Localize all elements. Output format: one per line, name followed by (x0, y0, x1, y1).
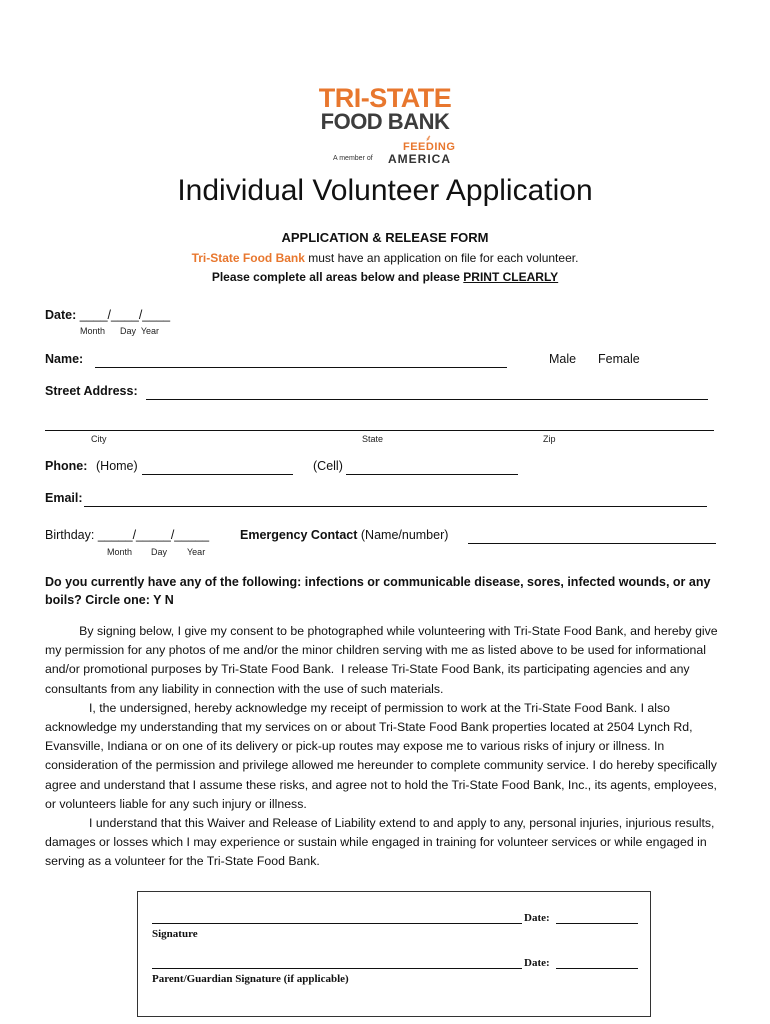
phone-cell-input-line[interactable] (346, 474, 518, 475)
zip-hint: Zip (543, 434, 556, 444)
parent-date-input-line[interactable] (556, 968, 638, 969)
waiver-paragraph: I understand that this Waiver and Release of Liability extend to and apply to any, personal injuries, injurious results, damages or losses which I may experience or sustain while engaged in training for volunteer services or while engaged in serving as a volunteer for the Tri-State Food Bank. (45, 816, 715, 869)
city-state-zip-input-line[interactable] (45, 430, 714, 431)
form-subtitle: APPLICATION & RELEASE FORM (281, 230, 489, 245)
date-field[interactable] (45, 308, 170, 322)
birthday-label: Birthday: (45, 528, 95, 542)
signature-date-label: Date: (524, 912, 550, 924)
phone-home-input-line[interactable] (142, 474, 293, 475)
emergency-contact-hint: (Name/number) (360, 528, 449, 542)
phone-cell-label: (Cell) (313, 459, 343, 473)
notice-org: Tri-State Food Bank (191, 251, 305, 265)
street-address-label: Street Address: (45, 384, 138, 398)
state-hint: State (362, 434, 384, 444)
photo-consent-paragraph: By signing below, I give my consent to be photographed while volunteering with Tri-State Food Bank, and hereby give my permission for any photos of me and/or the minor children serving with me as listed above to be used for informational and/or promotional purposes by Tri-State Food Bank. I release Tri-State Food Bank, its participating agencies and any consultants from any liability in connection with the use of such materials. (45, 624, 722, 696)
logo-feeding: FEEDING (403, 141, 456, 153)
city-hint: City (91, 434, 107, 444)
email-input-line[interactable] (84, 506, 707, 507)
wheat-icon: ⸙ (425, 133, 432, 143)
signature-label: Signature (152, 928, 198, 940)
birthday-month-hint: Month (107, 547, 133, 557)
street-address-input-line[interactable] (146, 399, 708, 400)
date-blanks[interactable]: ____/____/____ (79, 308, 171, 322)
emergency-contact-input-line[interactable] (468, 543, 716, 544)
logo-member-text: A member of (333, 155, 373, 162)
parent-signature-input-line[interactable] (152, 968, 522, 969)
gender-female-option[interactable]: Female (598, 352, 640, 366)
birthday-field[interactable] (45, 528, 209, 542)
logo-tri-state: TRI-STATE (318, 83, 452, 113)
instruction-emphasis: PRINT CLEARLY (463, 270, 559, 284)
permission-paragraph: I, the undersigned, hereby acknowledge my receipt of permission to work at the Tri-State Food Bank. I also acknowledge my understanding that my services on or about Tri-State Food Bank properties located at 2504 Lynch Rd, Evansville, Indiana or on one of its delivery or pick-up routes may expose me to various risks of injury or illness. In consideration of the permission and privilege allowed me hereunder to complete community service. I do hereby specifically agree and understand that I assume these risks, and agree not to hold the Tri-State Food Bank, Inc., its agents, employees, or volunteers liable for any such injury or illness. (45, 700, 717, 811)
birthday-year-hint: Year (187, 547, 206, 557)
email-label: Email: (45, 491, 83, 505)
signature-box (137, 891, 651, 1017)
name-input-line[interactable] (95, 367, 507, 368)
notice-line (0, 251, 770, 265)
instruction-line (0, 270, 770, 284)
health-question: Do you currently have any of the following: infections or communicable disease, sores, infected wounds, or any boils? Circle one: Y N (45, 575, 711, 607)
phone-label: Phone: (45, 459, 88, 473)
emergency-contact-label: Emergency Contact (240, 528, 358, 542)
page-title: Individual Volunteer Application (177, 174, 593, 207)
notice-rest: must have an application on file for each volunteer. (304, 251, 579, 265)
signature-input-line[interactable] (152, 923, 522, 924)
logo-food-bank: FOOD BANK (320, 109, 450, 134)
gender-male-option[interactable]: Male (549, 352, 577, 366)
parent-date-label: Date: (524, 957, 550, 969)
parent-signature-label: Parent/Guardian Signature (if applicable) (152, 973, 349, 985)
date-hints: Month Day Year (80, 326, 160, 336)
birthday-blanks[interactable]: _____/_____/_____ (97, 528, 210, 542)
birthday-day-hint: Day (151, 547, 168, 557)
date-label: Date: (45, 308, 77, 322)
instruction-prefix: Please complete all areas below and please (211, 270, 464, 284)
emergency-contact-field (240, 528, 448, 542)
logo-america: AMERICA (388, 152, 451, 166)
name-label: Name: (45, 352, 84, 366)
release-text (45, 622, 725, 872)
phone-home-label: (Home) (96, 459, 138, 473)
signature-date-input-line[interactable] (556, 923, 638, 924)
